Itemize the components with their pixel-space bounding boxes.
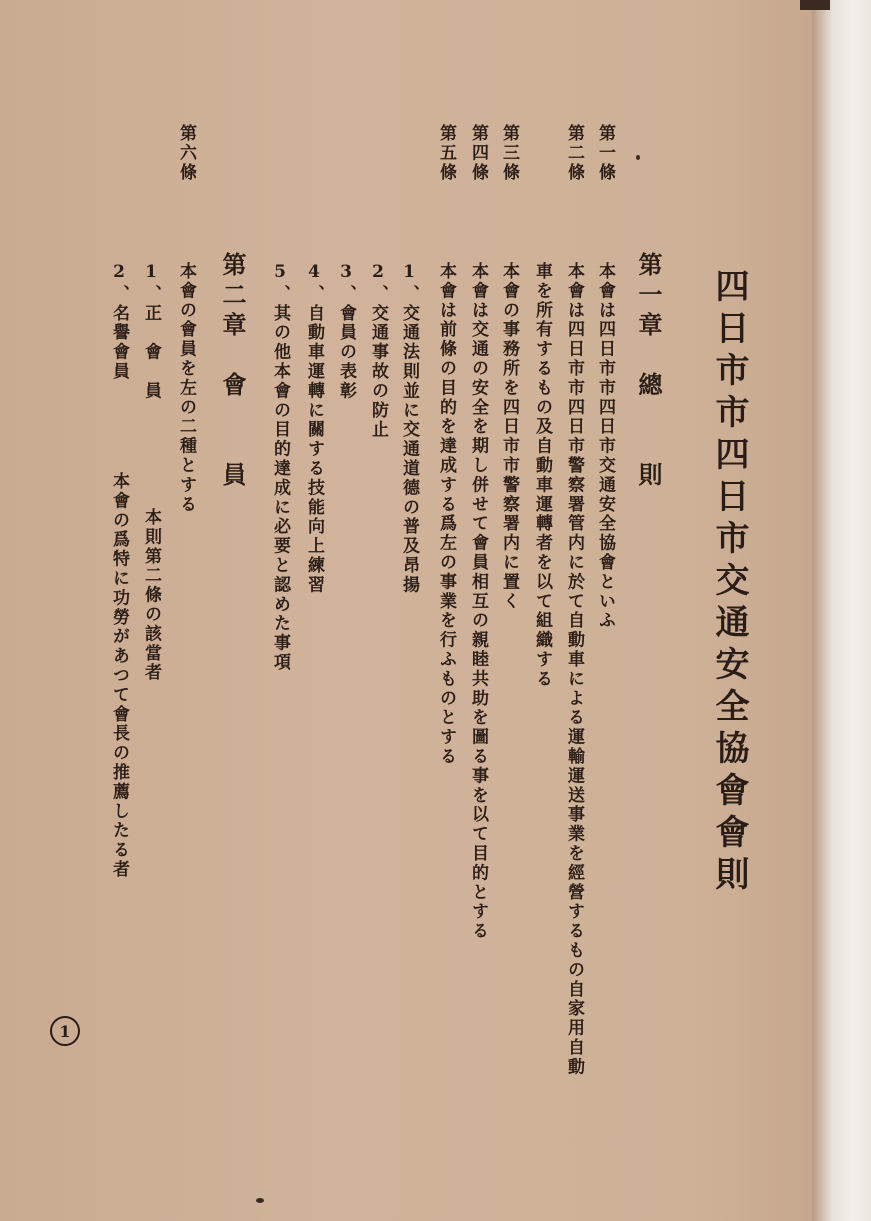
article-5-label: 第五條 [436, 124, 456, 183]
document-title: 四日市市四日市交通安全協會會則 [709, 268, 749, 898]
article-2-text-cont: 車を所有するもの及自動車運轉者を以て組織する [532, 262, 552, 689]
article-2-text: 本會は四日市市四日市警察署管内に於て自動車による運輸運送事業を經營するもの自家用自動 [564, 262, 584, 1077]
article-5-item-4: 4、自動車運轉に關する技能向上練習 [304, 262, 324, 595]
article-4-text: 本會は交通の安全を期し併せて會員相互の親睦共助を圖る事を以て目的とする [468, 262, 488, 941]
article-1-text: 本會は四日市市四日市交通安全協會といふ [595, 262, 615, 631]
article-6-item-2-name: 2、名譽會員 [109, 262, 129, 382]
page-number: 1 [50, 1016, 80, 1046]
article-3-text: 本會の事務所を四日市市警察署内に置く [499, 262, 519, 612]
article-5-text: 本會は前條の目的を達成する爲左の事業を行ふものとする [436, 262, 456, 767]
paper-speck [256, 1198, 264, 1203]
page-edge-shadow [800, 0, 830, 10]
article-5-item-3: 3、會員の表彰 [336, 262, 356, 401]
article-6-label: 第六條 [176, 124, 196, 183]
page-edge [812, 0, 871, 1221]
article-6-item-1-name: 1、正 會 員 [141, 262, 161, 401]
article-1-label: 第一條 [595, 124, 615, 183]
article-6-item-1-desc: 本則第二條の該當者 [141, 508, 161, 683]
article-6-item-2-desc: 本會の爲特に功勞があつて會長の推薦したる者 [109, 472, 129, 880]
chapter-2-heading: 第二章 會 員 [218, 252, 247, 492]
article-6-text: 本會の會員を左の二種とする [176, 262, 196, 515]
article-3-label: 第三條 [499, 124, 519, 183]
article-5-item-2: 2、交通事故の防止 [368, 262, 388, 440]
article-2-label: 第二條 [564, 124, 584, 183]
chapter-1-heading: 第一章 總 則 [634, 252, 663, 492]
article-5-item-5: 5、其の他本會の目的達成に必要と認めた事項 [270, 262, 290, 673]
article-4-label: 第四條 [468, 124, 488, 183]
article-5-item-1: 1、交通法則並に交通道德の普及昂揚 [399, 262, 419, 595]
paper-speck [636, 155, 640, 160]
